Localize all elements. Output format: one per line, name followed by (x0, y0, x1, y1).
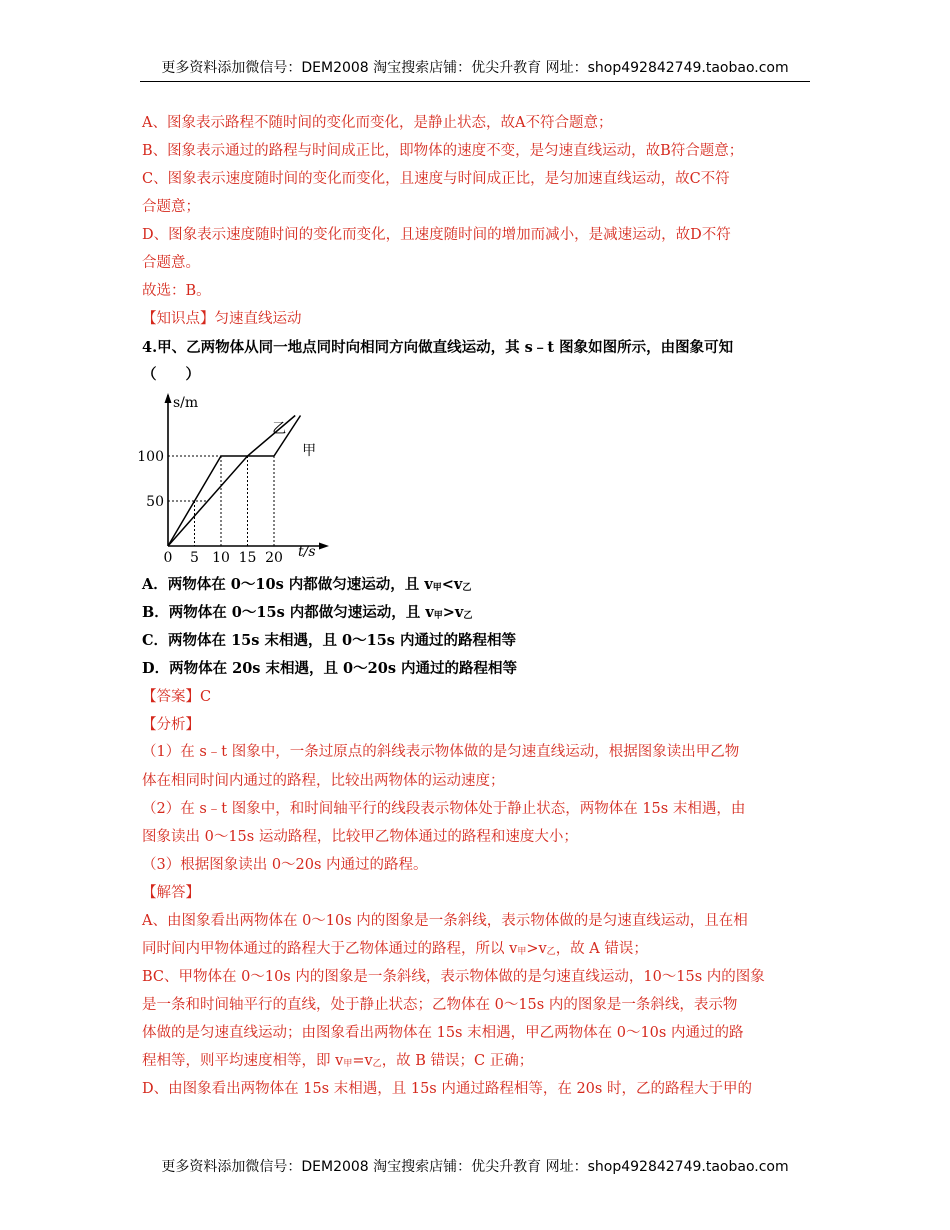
q4-analysis-line-4: 图象读出 0～15s 运动路程，比较甲乙物体通过的路程和速度大小； (142, 829, 578, 845)
q4-analysis-line-2: 体在相同时间内通过的路程，比较出两物体的运动速度； (142, 773, 505, 789)
x-axis-label: t/s (298, 544, 316, 560)
y-tick-label: 50 (146, 494, 164, 510)
x-tick-label: 10 (212, 550, 230, 565)
series-label-jia: 甲 (302, 443, 317, 459)
y-tick-label: 100 (137, 449, 164, 465)
q3-knowledge-point: 【知识点】匀速直线运动 (142, 311, 302, 327)
x-tick-label: 15 (238, 550, 257, 565)
q3-option-d-explanation-2: 合题意。 (142, 255, 200, 271)
q4-solution-bc-line-1: BC、甲物体在 0～10s 内的图象是一条斜线，表示物体做的是匀速直线运动，10～15s 内的图象 (142, 969, 765, 985)
q4-option-b: B．两物体在 0～15s 内都做匀速运动，且 $v_甲>v_乙$ (142, 604, 473, 621)
guide-lines (168, 456, 274, 546)
q3-option-b-explanation: B、图象表示通过的路程与时间成正比，即物体的速度不变，是匀速直线运动，故B符合题意； (142, 143, 744, 159)
axes (168, 395, 325, 546)
x-axis-arrow (319, 543, 329, 550)
q3-option-d-explanation-1: D、图象表示速度随时间的变化而变化，且速度随时间的增加而减小，是减速运动，故D不符 (142, 227, 731, 243)
q4-solution-bc-line-2: 是一条和时间轴平行的直线，处于静止状态；乙物体在 0～15s 内的图象是一条斜线，表示物 (142, 997, 738, 1013)
q4-solution-a-line-1: A、由图象看出两物体在 0～10s 内的图象是一条斜线，表示物体做的是匀速直线运动，且在相 (142, 913, 748, 929)
q4-solution-d-line-1: D、由图象看出两物体在 15s 末相遇，且 15s 内通过路程相等，在 20s 时，乙的路程大于甲的 (142, 1081, 752, 1097)
page-footer: 更多资料添加微信号：DEM2008 淘宝搜索店铺：优尖升教育 网址：shop492842749.taobao.com (161, 1159, 789, 1175)
series-label-yi: 乙 (272, 421, 287, 438)
q4-option-a: A．两物体在 0～10s 内都做匀速运动，且 $v_甲<v_乙$ (142, 576, 472, 593)
q4-analysis-line-5: （3）根据图象读出 0～20s 内通过的路程。 (142, 857, 428, 873)
y-axis-label: s/m (173, 395, 199, 411)
q4-stem-line-1: 4.甲、乙两物体从同一地点同时向相同方向做直线运动，其 s﹣t 图象如图所示，由图象可知 (142, 339, 734, 356)
q4-solution-bc-line-3: 体做的是匀速直线运动；由图象看出两物体在 15s 末相遇，甲乙两物体在 0～10s 内通过的路 (142, 1025, 744, 1041)
q3-choice: 故选：B。 (142, 283, 211, 299)
q4-option-d: D．两物体在 20s 末相遇，且 0～20s 内通过的路程相等 (142, 660, 518, 677)
q3-option-a-explanation: A、图象表示路程不随时间的变化而变化，是静止状态，故A不符合题意； (142, 115, 613, 131)
x-tick-label: 5 (190, 550, 199, 565)
x-tick-label: 20 (265, 550, 283, 565)
q3-option-c-explanation-2: 合题意； (142, 199, 200, 215)
q3-option-c-explanation-1: C、图象表示速度随时间的变化而变化，且速度与时间成正比，是匀加速直线运动，故C不符 (142, 171, 730, 187)
q4-solution-title: 【解答】 (142, 885, 200, 901)
q4-analysis-line-3: （2）在 s﹣t 图象中，和时间轴平行的线段表示物体处于静止状态，两物体在 15s 末相遇，由 (142, 801, 746, 817)
tick-labels (137, 449, 283, 565)
x-tick-label: 0 (163, 550, 173, 565)
q4-answer: 【答案】C (142, 689, 212, 705)
q4-stem-line-2: （ ） (142, 366, 200, 383)
series-labels (272, 421, 316, 459)
q4-solution-a-line-2: 同时间内甲物体通过的路程大于乙物体通过的路程，所以 $v_甲>v_乙$，故 A 错误； (142, 941, 648, 957)
q4-analysis-title: 【分析】 (142, 717, 200, 733)
q4-solution-bc-line-4: 程相等，则平均速度相等，即 $v_甲=v_乙$，故 B 错误；C 正确； (142, 1053, 534, 1069)
y-axis-arrow (165, 393, 172, 403)
q4-analysis-line-1: （1）在 s﹣t 图象中，一条过原点的斜线表示物体做的是匀速直线运动，根据图象读出甲乙物 (142, 744, 740, 760)
s-t-graph (135, 385, 335, 565)
q4-option-c: C．两物体在 15s 末相遇，且 0～15s 内通过的路程相等 (142, 632, 517, 649)
page-header: 更多资料添加微信号：DEM2008 淘宝搜索店铺：优尖升教育 网址：shop492842749.taobao.com (140, 57, 810, 82)
